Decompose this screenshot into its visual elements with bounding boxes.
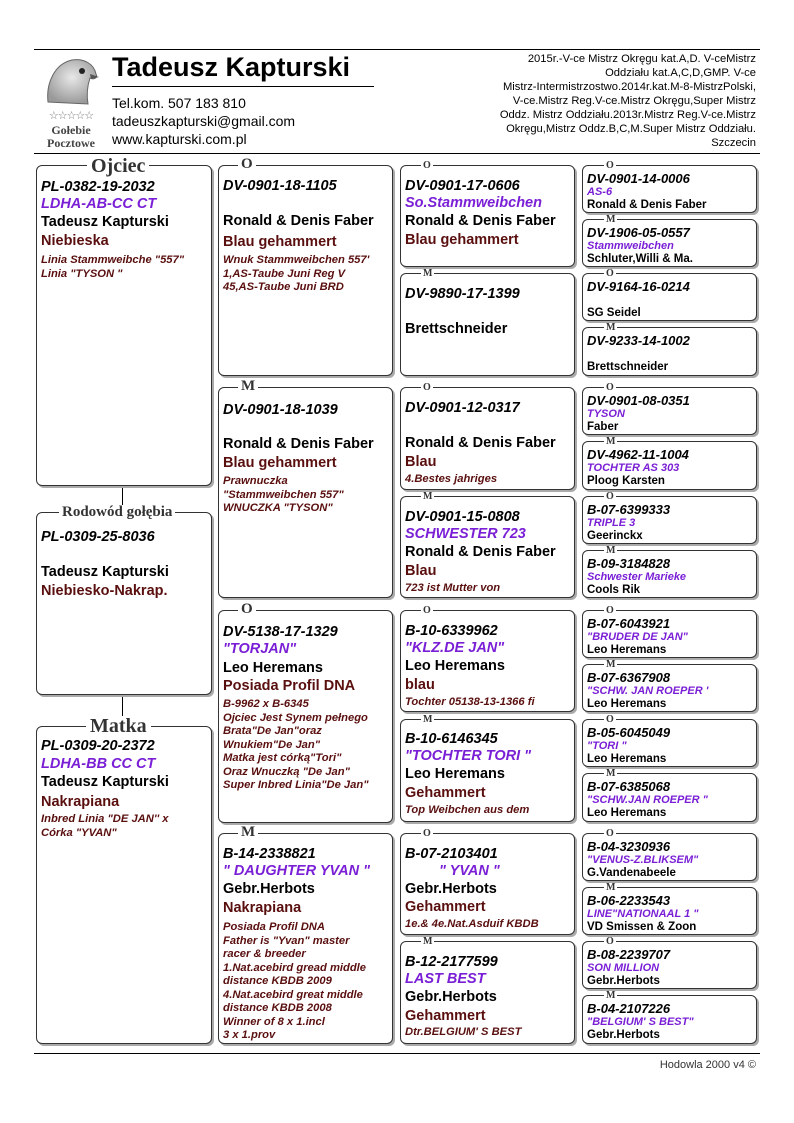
ring-number: DV-0901-17-0606 xyxy=(405,178,520,194)
owner-name: Geerinckx xyxy=(587,530,643,542)
sex-label-m: M xyxy=(423,936,433,947)
pigeon-note: Dtr.BELGIUM' S BEST xyxy=(405,1026,522,1038)
pedigree-great-grandparent-box xyxy=(400,387,575,490)
sex-label-m: M xyxy=(423,268,433,279)
pedigree-gg-grandparent-box xyxy=(582,387,757,435)
pedigree-great-grandparent-box xyxy=(400,610,575,712)
sex-label-m: M xyxy=(606,436,616,447)
mother-label: Matka xyxy=(86,716,151,736)
ring-number: DV-9890-17-1399 xyxy=(405,286,520,302)
pedigree-grandparent-box xyxy=(218,387,393,598)
sex-label-o: O xyxy=(606,936,614,947)
award-line: V-ce.Mistrz Reg.V-ce.Mistrz Okręgu,Super Mistrz xyxy=(512,95,756,107)
pedigree-gg-grandparent-box xyxy=(582,833,757,881)
ring-number: B-12-2177599 xyxy=(405,954,498,970)
pigeon-note: 723 ist Mutter von xyxy=(405,582,501,594)
award-line: Okręgu,Mistrz Oddz.B,C,M.Super Mistrz Oddziału. xyxy=(506,123,756,135)
pigeon-color: Nakrapiana xyxy=(223,900,302,916)
sex-label-o: O xyxy=(423,605,431,616)
pigeon-note: Tochter 05138-13-1366 fi xyxy=(405,696,535,708)
pedigree-gg-grandparent-box xyxy=(582,941,757,989)
sex-label-o: O xyxy=(238,157,256,172)
footer-rule xyxy=(34,1053,760,1054)
owner-name: Ronald & Denis Faber xyxy=(405,544,556,560)
sex-label-m: M xyxy=(238,825,258,840)
pigeon-note: Prawnuczka "Stammweibchen 557" WNUCZKA "TYSON" xyxy=(223,475,344,514)
owner-name: Gebr.Herbots xyxy=(405,881,497,897)
owner-name: Tadeusz Kapturski xyxy=(41,214,169,230)
pigeon-note: B-9962 x B-6345 Ojciec Jest Synem pełnego Brata"De Jan"oraz Wnukiem"De Jan" Matka jest córką"Tori" Oraz Wnuczką "De Jan" Super Inbred Linia"De Jan" xyxy=(223,698,369,791)
pedigree-great-grandparent-box xyxy=(400,941,575,1044)
sex-label-o: O xyxy=(238,602,256,617)
pigeon-mark: Stammweibchen xyxy=(587,240,674,252)
pedigree-gg-grandparent-box xyxy=(582,496,757,544)
pigeon-mark: SON MILLION xyxy=(587,962,660,974)
breeder-name: Tadeusz Kapturski xyxy=(112,52,351,82)
award-line: 2015r.-V-ce Mistrz Okręgu kat.A,D. V-ceMistrz xyxy=(527,53,756,65)
contact-email: tadeuszkapturski@gmail.com xyxy=(112,113,296,129)
ring-number: B-07-6385068 xyxy=(587,779,671,794)
owner-name: Cools Rik xyxy=(587,584,641,596)
name-underline xyxy=(112,86,374,87)
sex-label-o: O xyxy=(606,605,614,616)
owner-name: Leo Heremans xyxy=(587,807,667,819)
pigeon-note: Posiada Profil DNA Father is "Yvan" master racer & breeder 1.Nat.acebird gread middle distance KBDB 2009 4.Nat.acebird great middle distance KBDB 2008 Winner of 8 x 1.incl 3 x 1.prov xyxy=(223,921,366,1041)
owner-name: Leo Heremans xyxy=(587,644,667,656)
pigeon-mark: "SCHW.JAN ROEPER " xyxy=(587,794,708,806)
ring-number: B-07-6399333 xyxy=(587,502,671,517)
sex-label-m: M xyxy=(423,491,433,502)
owner-name: Leo Heremans xyxy=(223,660,323,676)
award-line: Oddz. Mistrz Oddziału.2013r.Mistrz Reg.V-ce.Mistrz xyxy=(499,109,756,121)
pigeon-color: Posiada Profil DNA xyxy=(223,678,356,694)
logo-stars: ☆☆☆☆☆ xyxy=(48,109,94,122)
pigeon-mark: "BRUDER DE JAN" xyxy=(587,631,688,643)
contact-website: www.kapturski.com.pl xyxy=(112,131,247,147)
ring-number: DV-0901-18-1105 xyxy=(223,178,337,194)
pigeon-mark: Schwester Marieke xyxy=(587,571,687,583)
sex-label-m: M xyxy=(423,714,433,725)
ring-number: B-07-6043921 xyxy=(587,616,671,631)
pigeon-mark: "TORI " xyxy=(587,740,627,752)
owner-name: Ronald & Denis Faber xyxy=(405,435,556,451)
pedigree-gg-grandparent-box xyxy=(582,995,757,1044)
owner-name: SG Seidel xyxy=(587,307,641,319)
sex-label-m: M xyxy=(606,990,616,1001)
pigeon-color: Blau gehammert xyxy=(223,234,337,250)
pigeon-color: Blau gehammert xyxy=(405,232,519,248)
pedigree-grandparent-box xyxy=(218,833,393,1044)
owner-name: Leo Heremans xyxy=(405,766,505,782)
ring-number: DV-9233-14-1002 xyxy=(587,333,690,348)
ring-number: B-08-2239707 xyxy=(587,947,671,962)
pigeon-color: Niebieska xyxy=(41,233,109,249)
pigeon-color: Gehammert xyxy=(405,899,486,915)
pigeon-note: Linia Stammweibche "557" Linia "TYSON " xyxy=(41,254,185,280)
owner-name: Brettschneider xyxy=(405,321,508,337)
pigeon-mark: " YVAN " xyxy=(439,863,500,879)
pigeon-mark: " DAUGHTER YVAN " xyxy=(223,863,370,879)
logo-text-line2: Pocztowe xyxy=(47,136,95,150)
sex-label-o: O xyxy=(423,382,431,393)
ring-number: DV-0901-14-0006 xyxy=(587,171,690,186)
sex-label-o: O xyxy=(606,491,614,502)
ring-number: B-04-3230936 xyxy=(587,839,671,854)
pigeon-mark: "BELGIUM' S BEST" xyxy=(587,1016,694,1028)
pigeon-mark: TYSON xyxy=(587,408,625,420)
pigeon-label: Rodowód gołębia xyxy=(59,505,175,520)
ring-number: DV-9164-16-0214 xyxy=(587,279,690,294)
owner-name: Leo Heremans xyxy=(405,658,505,674)
pedigree-father-box xyxy=(36,165,212,486)
award-line: Mistrz-Intermistrzostwo.2014r.kat.M-8-MistrzPolski, xyxy=(502,81,756,93)
pedigree-great-grandparent-box xyxy=(400,273,575,376)
pigeon-color: Nakrapiana xyxy=(41,794,120,810)
pigeon-mark: LDHA-AB-CC CT xyxy=(41,196,157,212)
pedigree-gg-grandparent-box xyxy=(582,550,757,598)
pedigree-gg-grandparent-box xyxy=(582,327,757,376)
pigeon-color: Niebiesko-Nakrap. xyxy=(41,583,168,599)
owner-name: Leo Heremans xyxy=(587,698,667,710)
owner-name: Leo Heremans xyxy=(587,753,667,765)
sex-label-m: M xyxy=(606,659,616,670)
owner-name: Ronald & Denis Faber xyxy=(405,213,556,229)
pedigree-great-grandparent-box xyxy=(400,165,575,267)
pedigree-great-grandparent-box xyxy=(400,719,575,822)
pigeon-mark: AS-6 xyxy=(587,186,613,198)
sex-label-o: O xyxy=(606,828,614,839)
pigeon-mark: "TOCHTER TORI " xyxy=(405,748,531,764)
father-label: Ojciec xyxy=(87,156,149,176)
pigeon-mark: SCHWESTER 723 xyxy=(405,526,526,542)
contact-phone: Tel.kom. 507 183 810 xyxy=(112,95,246,111)
pigeon-mark: LINE"NATIONAAL 1 " xyxy=(587,908,699,920)
pigeon-mark: "SCHW. JAN ROEPER ' xyxy=(587,685,709,697)
sex-label-m: M xyxy=(606,322,616,333)
pedigree-subject-box xyxy=(36,512,212,695)
breeder-awards xyxy=(494,52,756,150)
owner-name: Ronald & Denis Faber xyxy=(223,436,374,452)
ring-number: DV-4962-11-1004 xyxy=(587,447,689,462)
pigeon-color: Blau xyxy=(405,454,437,470)
ring-number: B-10-6146345 xyxy=(405,731,498,747)
pedigree-grandparent-box xyxy=(218,165,393,376)
sex-label-o: O xyxy=(606,160,614,171)
award-line: Szczecin xyxy=(711,137,756,149)
top-rule xyxy=(34,49,760,50)
pigeon-head-icon xyxy=(42,54,100,108)
pigeon-mark: TOCHTER AS 303 xyxy=(587,462,680,474)
sex-label-o: O xyxy=(423,828,431,839)
pigeon-mark: LAST BEST xyxy=(405,971,486,987)
pigeon-color: Blau gehammert xyxy=(223,455,337,471)
sex-label-o: O xyxy=(606,714,614,725)
owner-name: Ronald & Denis Faber xyxy=(587,199,707,211)
owner-name: Faber xyxy=(587,421,619,433)
sex-label-m: M xyxy=(606,545,616,556)
header-bottom-rule xyxy=(34,153,760,154)
pedigree-gg-grandparent-box xyxy=(582,719,757,767)
owner-name: Gebr.Herbots xyxy=(587,975,660,987)
sex-label-o: O xyxy=(606,268,614,279)
ring-number: DV-0901-15-0808 xyxy=(405,509,520,525)
sex-label-m: M xyxy=(606,882,616,893)
sex-label-o: O xyxy=(606,382,614,393)
owner-name: VD Smissen & Zoon xyxy=(587,921,697,933)
owner-name: Gebr.Herbots xyxy=(587,1029,660,1041)
ring-number: PL-0382-19-2032 xyxy=(41,179,155,195)
pedigree-gg-grandparent-box xyxy=(582,664,757,712)
pigeon-mark: "TORJAN" xyxy=(223,641,297,657)
pedigree-grandparent-box xyxy=(218,610,393,823)
ring-number: DV-5138-17-1329 xyxy=(223,624,338,640)
owner-name: Ploog Karsten xyxy=(587,475,665,487)
club-logo xyxy=(36,54,106,150)
pigeon-color: blau xyxy=(405,677,435,693)
pigeon-note: Wnuk Stammweibchen 557' 1,AS-Taube Juni Reg V 45,AS-Taube Juni BRD xyxy=(223,254,370,293)
logo-text-line1: Gołebie xyxy=(51,123,91,137)
ring-number: B-07-2103401 xyxy=(405,846,498,862)
owner-name: Tadeusz Kapturski xyxy=(41,564,169,580)
pedigree-gg-grandparent-box xyxy=(582,773,757,822)
pigeon-color: Gehammert xyxy=(405,785,486,801)
pigeon-mark: TRIPLE 3 xyxy=(587,517,636,529)
pigeon-mark: LDHA-BB CC CT xyxy=(41,756,156,772)
pigeon-mark: "VENUS-Z.BLIKSEM" xyxy=(587,854,699,866)
ring-number: B-04-2107226 xyxy=(587,1001,671,1016)
ring-number: B-07-6367908 xyxy=(587,670,671,685)
ring-number: B-05-6045049 xyxy=(587,725,671,740)
pedigree-gg-grandparent-box xyxy=(582,887,757,935)
pedigree-mother-box xyxy=(36,726,212,1044)
ring-number: B-06-2233543 xyxy=(587,893,671,908)
ring-number: DV-1906-05-0557 xyxy=(587,225,690,240)
sex-label-m: M xyxy=(606,768,616,779)
ring-number: B-09-3184828 xyxy=(587,556,671,571)
owner-name: Brettschneider xyxy=(587,361,669,373)
software-footer: Hodowla 2000 v4 © xyxy=(659,1059,756,1071)
pedigree-great-grandparent-box xyxy=(400,833,575,935)
pedigree-gg-grandparent-box xyxy=(582,441,757,490)
pigeon-color: Gehammert xyxy=(405,1008,486,1024)
ring-number: DV-0901-12-0317 xyxy=(405,400,520,416)
owner-name: Tadeusz Kapturski xyxy=(41,774,169,790)
pigeon-mark: So.Stammweibchen xyxy=(405,195,542,211)
ring-number: B-14-2338821 xyxy=(223,846,316,862)
ring-number: B-10-6339962 xyxy=(405,623,498,639)
pedigree-great-grandparent-box xyxy=(400,496,575,598)
ring-number: DV-0901-08-0351 xyxy=(587,393,690,408)
ring-number: PL-0309-25-8036 xyxy=(41,529,155,545)
owner-name: Ronald & Denis Faber xyxy=(223,213,374,229)
owner-name: Gebr.Herbots xyxy=(223,881,315,897)
sex-label-m: M xyxy=(238,379,258,394)
sex-label-o: O xyxy=(423,160,431,171)
pedigree-gg-grandparent-box xyxy=(582,273,757,321)
owner-name: Schluter,Willi & Ma. xyxy=(587,253,693,265)
pigeon-mark: "KLZ.DE JAN" xyxy=(405,640,505,656)
pedigree-gg-grandparent-box xyxy=(582,610,757,658)
pedigree-gg-grandparent-box xyxy=(582,219,757,267)
pigeon-note: 1e.& 4e.Nat.Asduif KBDB xyxy=(405,918,539,930)
pigeon-note: 4.Bestes jahriges xyxy=(405,473,498,485)
pedigree-gg-grandparent-box xyxy=(582,165,757,213)
award-line: Oddziału kat.A,C,D,GMP. V-ce xyxy=(605,67,756,79)
sex-label-m: M xyxy=(606,214,616,225)
pigeon-note: Top Weibchen aus dem xyxy=(405,804,530,816)
ring-number: DV-0901-18-1039 xyxy=(223,402,338,418)
pigeon-color: Blau xyxy=(405,563,437,579)
pigeon-note: Inbred Linia "DE JAN'' x Córka "YVAN" xyxy=(41,813,169,839)
owner-name: G.Vandenabeele xyxy=(587,867,676,879)
ring-number: PL-0309-20-2372 xyxy=(41,738,155,754)
owner-name: Gebr.Herbots xyxy=(405,989,497,1005)
